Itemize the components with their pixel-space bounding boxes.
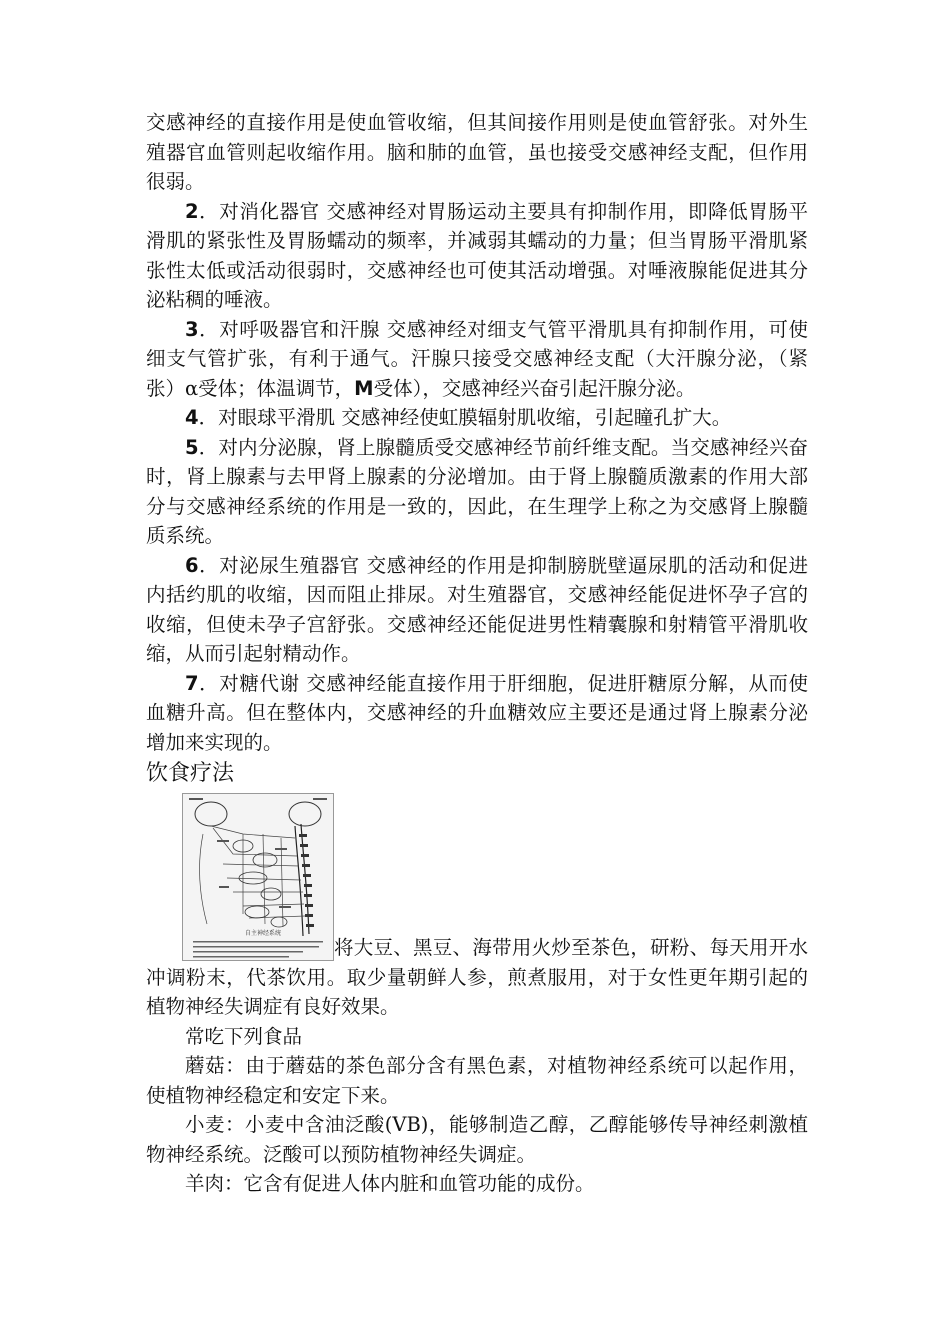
item-text: ．对眼球平滑肌 交感神经使虹膜辐射肌收缩，引起瞳孔扩大。: [198, 406, 732, 429]
food-mutton: 羊肉：它含有促进人体内脏和血管功能的成份。: [185, 1172, 595, 1195]
figure-block: [146, 793, 808, 1022]
diagram-illustration: [183, 794, 333, 960]
paragraph-eye: [146, 403, 808, 433]
nervous-system-diagram: [182, 793, 334, 961]
paragraph-vascular: 交感神经的直接作用是使血管收缩，但其间接作用则是使血管舒张。对外生殖器官血管则起收缩作用。脑和肺的血管，虽也接受交感神经支配，但作用很弱。: [146, 111, 808, 193]
paragraph-digestive: [146, 197, 808, 315]
figure-caption: 自主神经系统: [245, 930, 282, 937]
item-number: 3: [185, 317, 199, 341]
item-number: 2: [185, 199, 199, 223]
paragraph-respiratory: [146, 315, 808, 404]
item-number: 6: [185, 553, 199, 577]
section-title: 饮食疗法: [146, 761, 235, 786]
item-text: ．对内分泌腺，肾上腺髓质受交感神经节前纤维支配。当交感神经兴奋时，肾上腺素与去甲肾上腺素的分泌增加。由于肾上腺髓质激素的作用大部分与交感神经系统的作用是一致的，因此，在生理学上称之为交感肾上腺髓质系统。: [146, 435, 808, 547]
food-mushroom: 蘑菇：由于蘑菇的茶色部分含有黑色素，对植物神经系统可以起作用，使植物神经稳定和安定下来。: [146, 1054, 808, 1107]
item-text: ．对泌尿生殖器官 交感神经的作用是抑制膀胱壁逼尿肌的活动和促进内括约肌的收缩，因而阻止排尿。对生殖器官，交感神经能促进怀孕子宫的收缩，但使未孕子宫舒张。交感神经还能促进男性精囊腺和射精管平滑肌收缩，从而引起射精动作。: [146, 553, 808, 665]
item-number: 7: [185, 671, 199, 695]
item-text: ．对糖代谢 交感神经能直接作用于肝细胞，促进肝糖原分解，从而使血糖升高。但在整体内，交感神经的升血糖效应主要还是通过肾上腺素分泌增加来实现的。: [146, 671, 808, 754]
receptor-m-label: M: [354, 376, 374, 400]
paragraph-urogenital: [146, 551, 808, 669]
item-number: 5: [185, 435, 199, 459]
item-text-cont: 受体），交感神经兴奋引起汗腺分泌。: [373, 376, 696, 400]
item-text: ．对呼吸器官和汗腺 交感神经对细支气管平滑肌具有抑制作用，可使细支气管扩张，有利于通气。汗腺只接受交感神经支配（大汗腺分泌，（紧张）α受体；体温调节，: [146, 317, 808, 400]
paragraph-metabolism: [146, 669, 808, 758]
item-text: ．对消化器官 交感神经对胃肠运动主要具有抑制作用，即降低胃肠平滑肌的紧张性及胃肠蠕动的频率，并减弱其蠕动的力量；但当胃肠平滑肌紧张性太低或活动很弱时，交感神经也可使其活动增强。对唾液腺能促进其分泌粘稠的唾液。: [146, 199, 808, 311]
diet-paragraph: 将大豆、黑豆、海带用火炒至茶色，研粉、每天用开水冲调粉末，代茶饮用。取少量朝鲜人参，煎煮服用，对于女性更年期引起的植物神经失调症有良好效果。: [146, 936, 808, 1018]
item-number: 4: [185, 406, 199, 429]
paragraph-endocrine: [146, 433, 808, 551]
document-page: [146, 108, 808, 1199]
foods-intro: 常吃下列食品: [185, 1024, 303, 1048]
food-wheat: 小麦：小麦中含油泛酸(VB)，能够制造乙醇，乙醇能够传导神经刺激植物神经系统。泛酸可以预防植物神经失调症。: [146, 1113, 808, 1166]
